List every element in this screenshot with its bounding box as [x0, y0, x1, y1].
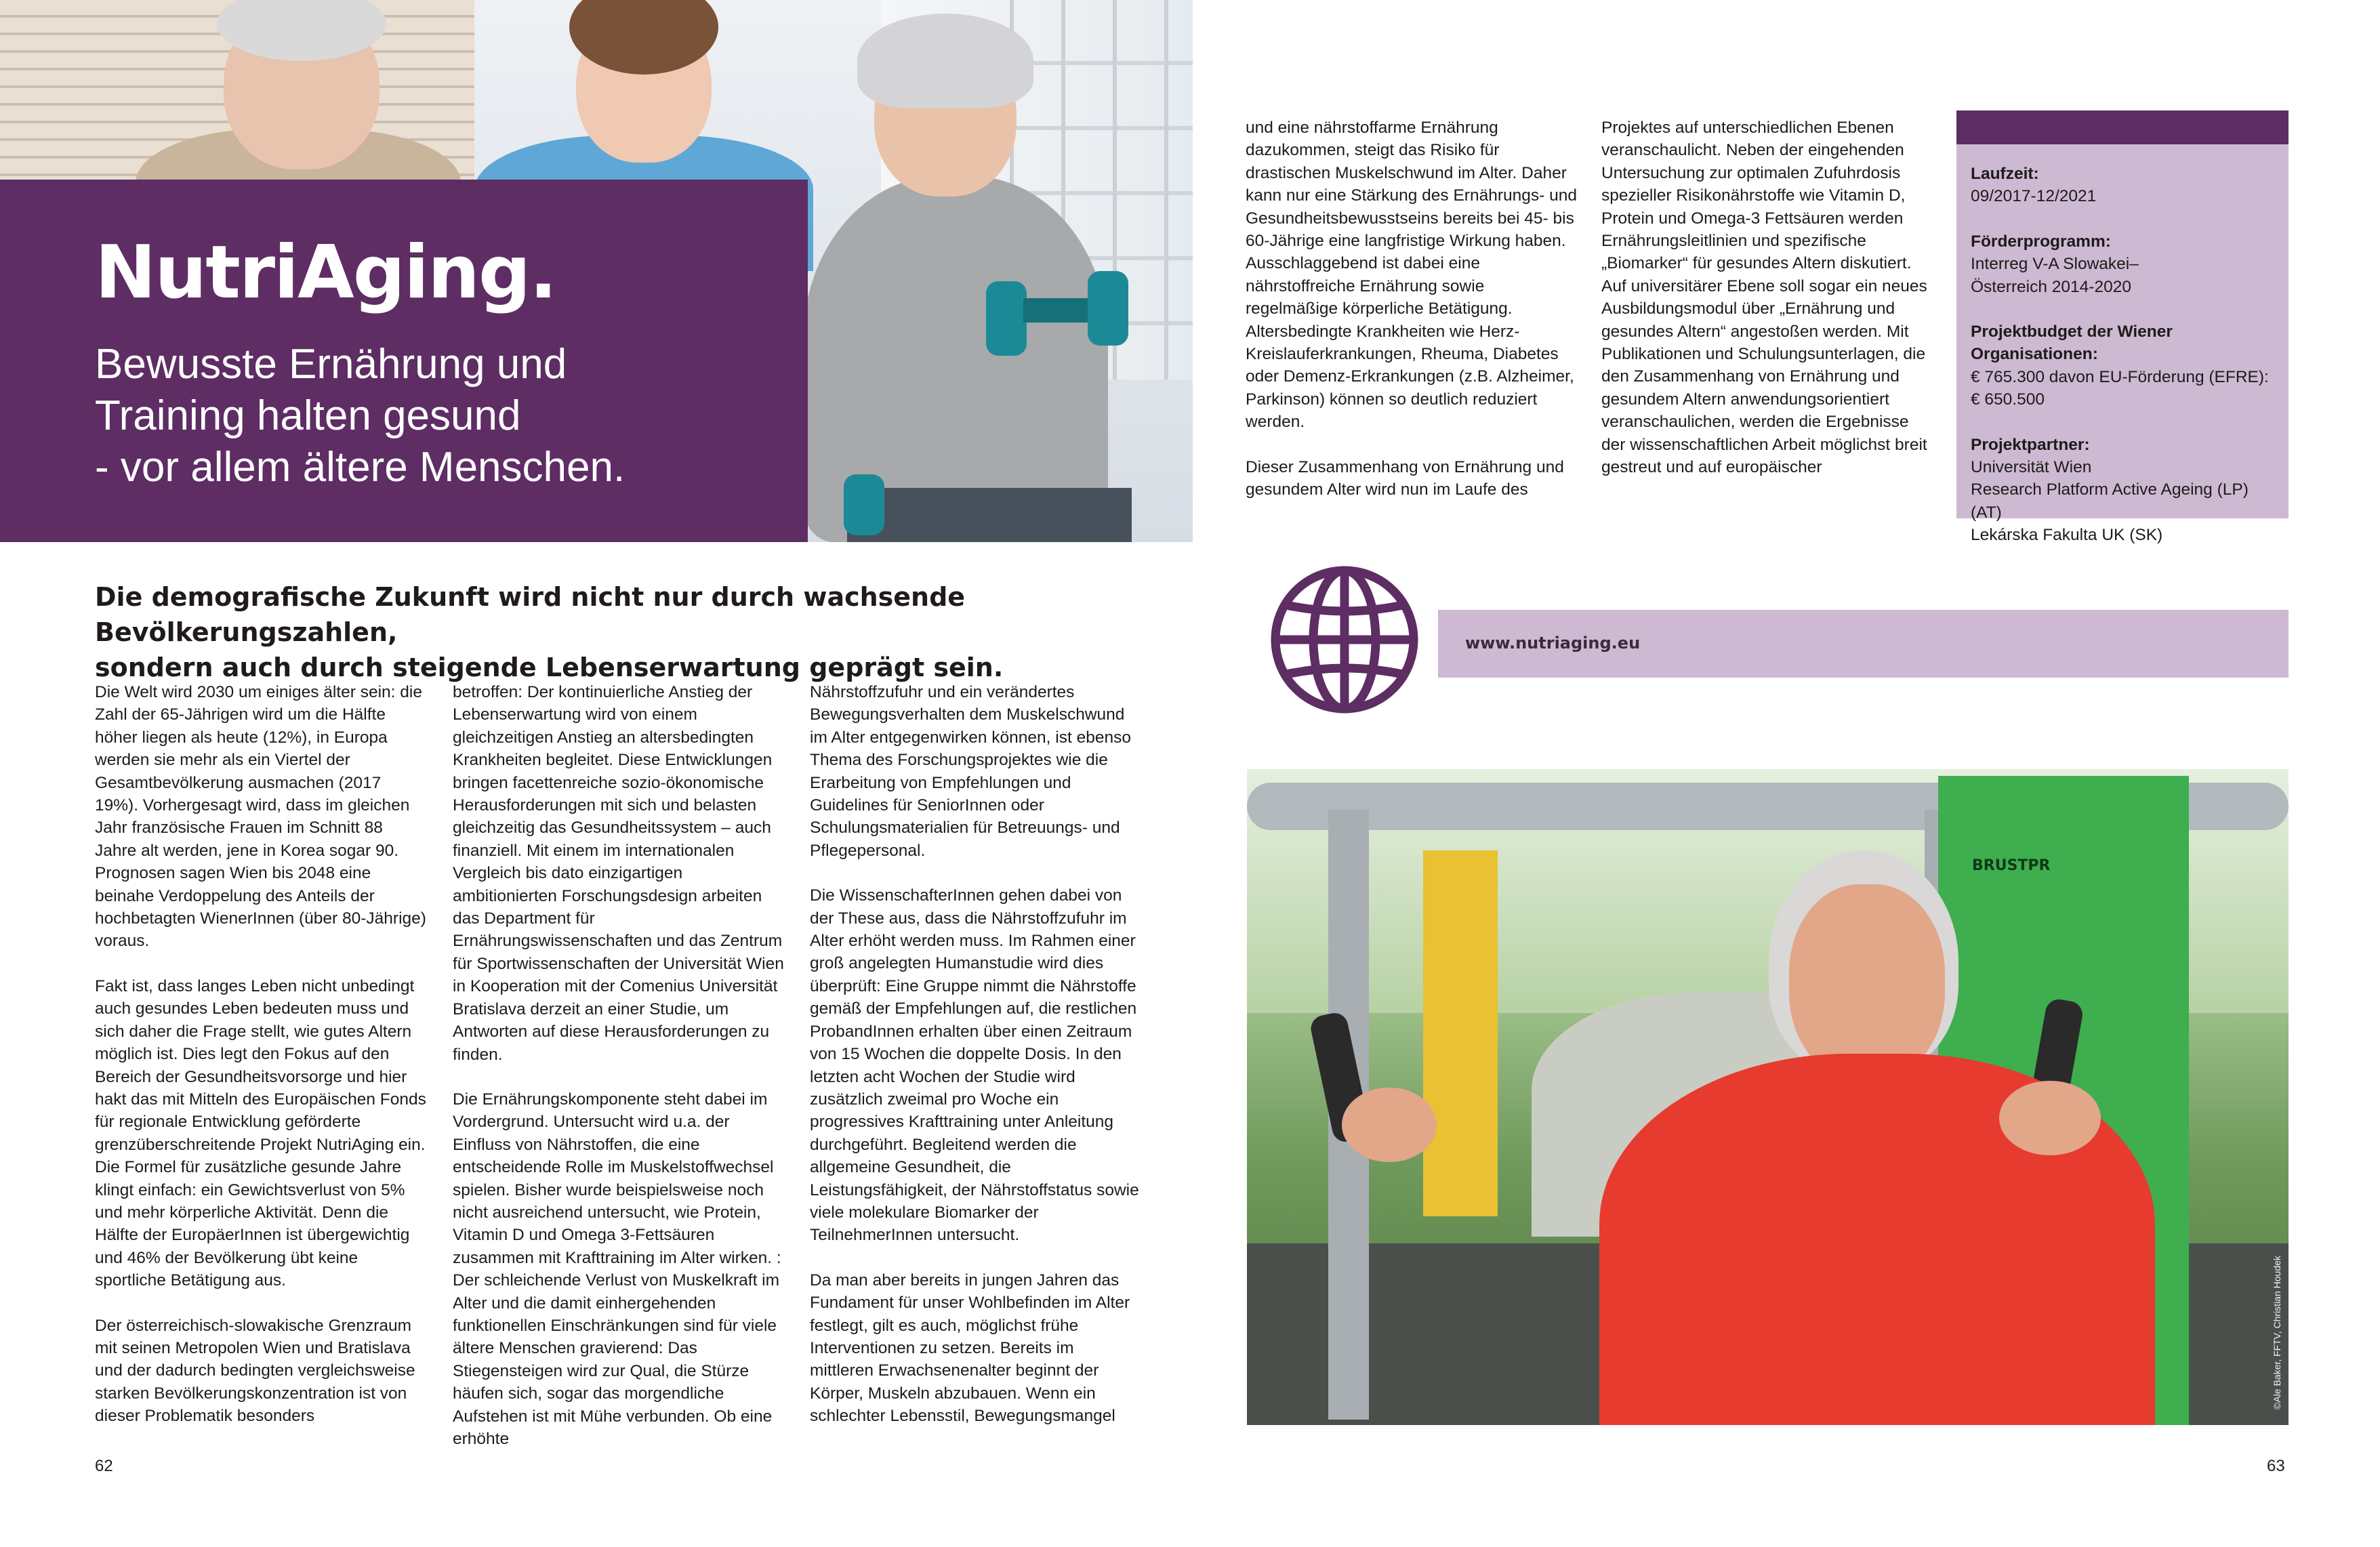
machine-yellow-panel [1423, 850, 1498, 1216]
page-subtitle [95, 339, 793, 493]
info-box-content [1971, 163, 2282, 569]
info-foerderprogramm [1971, 230, 2282, 298]
dumbbell-icon [986, 281, 1027, 356]
paragraph: Nährstoffzufuhr und ein verändertes Bewegungsverhalten dem Muskelschwund im Alter entgegenwirken können, ist ebenso Thema des Forschungsprojektes wie die Erarbeitung von Empfehlungen und Guidelines für SeniorInnen oder Schulungsmaterialien für Betreuungs- und Pflegepersonal. [810, 683, 1131, 860]
info-label: Laufzeit: [1971, 165, 2039, 183]
info-laufzeit [1971, 163, 2282, 208]
paragraph: Fakt ist, dass langes Leben nicht unbedingt auch gesundes Leben bedeuten muss und sich daher die Frage stellt, wie gutes Altern möglich ist. Dies legt den Fokus auf den Bereich der Gesundheitsvorsorge und hier hakt das mit Mitteln des Europäischen Fonds für regionale Entwicklung geförderte grenzüberschreitende Projekt NutriAging ein. Die Formel für zusätzliche gesunde Jahre klingt einfach: ein Gewichtsverlust von 5% und mehr körperliche Aktivität. Denn die Hälfte der EuropäerInnen ist übergewichtig und 46% der Bevölkerung übt keine sportliche Betätigung aus. [95, 976, 426, 1290]
subtitle-line: - vor allem ältere Menschen. [95, 444, 625, 491]
paragraph: betroffen: Der kontinuierliche Anstieg der Lebenserwartung wird von einem gleichzeitigen Anstieg an altersbedingten Krankheiten begleitet. Diese Entwicklungen bringen facettenreiche sozio-ökonomische Herausforderungen mit sich und belasten gleichzeitig das Gesundheitssystem – auch finanziell. Mit einem im internationalen Vergleich bis dato einzigartigen ambitionierten Forschungsdesign arbeiten das Department für Ernährungswissenschaften und das Zentrum für Sportwissenschaften der Universität Wien in Kooperation mit der Comenius Universität Bratislava derzeit an einer Studie, um Antworten auf diese Herausforderungen zu finden. [453, 683, 784, 1064]
woman-face [1789, 884, 1945, 1081]
paragraph: Die Ernährungskomponente steht dabei im Vordergrund. Untersucht wird u.a. der Einfluss von Nährstoffen, die eine entscheidende Rolle im Muskelstoffwechsel spielen. Bisher wurde beispielsweise noch nicht ausreichend untersucht, wie Protein, Vitamin D und Omega 3-Fettsäuren zusammen mit Krafttraining im Alter wirken. : Der schleichende Verlust von Muskelkraft im Alter und die damit einhergehenden funktionellen Einschränkungen sind für viele ältere Menschen gravierend: Das Stiegensteigen wird zur Qual, die Stürze häufen sich, sogar das morgendliche Aufstehen ist mit Mühe verbunden. Ob eine erhöhte [453, 1090, 781, 1448]
woman-hand-left [1342, 1088, 1437, 1162]
paragraph: Die Welt wird 2030 um einiges älter sein: die Zahl der 65-Jährigen wird um die Hälfte höher liegen als heute (12%), in Europa werden sie mehr als ein Viertel der Gesamtbevölkerung ausmachen (2017 19%). Vorhergesagt wird, dass im gleichen Jahr französische Frauen im Schnitt 88 Jahre alt werden, jene in Korea sogar 90. Prognosen sagen Wien bis 2048 eine beinahe Verdoppelung des Anteils der hochbetagten WienerInnen (über 80-Jährige) voraus. [95, 683, 426, 951]
info-box-header-bar [1956, 110, 2289, 144]
subtitle-line: Bewusste Ernährung und [95, 341, 567, 388]
paragraph: Die WissenschafterInnen gehen dabei von der These aus, dass die Nährstoffzufuhr im Alter erhöht werden muss. Im Rahmen einer groß angelegten Humanstudie wird dies überprüft: Eine Gruppe nimmt die Nährstoffe gemäß der Empfehlungen auf, die restlichen ProbandInnen erhalten über einen Zeitraum von 15 Wochen die doppelte Dosis. In den letzten acht Wochen der Studie wird zusätzlich zweimal pro Woche ein progressives Krafttraining unter Anleitung durchgeführt. Begleitend werden die allgemeine Gesundheit, die Leistungsfähigkeit, der Nährstoffstatus sowie viele molekulare Biomarker der TeilnehmerInnen untersucht. [810, 886, 1139, 1245]
paragraph: Da man aber bereits in jungen Jahren das Fundament für unser Wohlbefinden im Alter festlegt, gilt es auch, möglichst frühe Interventionen zu setzen. Bereits im mittleren Erwachsenenalter beginnt der Körper, Muskeln abzubauen. Wenn ein schlechter Lebensstil, Bewegungsmangel [810, 1271, 1130, 1426]
website-link[interactable]: www.nutriaging.eu [1465, 634, 1641, 653]
paragraph: Projektes auf unterschiedlichen Ebenen veranschaulicht. Neben der eingehenden Untersuchung zur optimalen Zufuhrdosis spezieller Risikonährstoffe wie Vitamin D, Protein und Omega-3 Fettsäuren werden Ernährungsleitlinien und spezifische „Biomarker“ für gesundes Altern diskutiert. Auf universitärer Ebene soll sogar ein neues Ausbildungsmodul über „Ernährung und gesundes Altern“ angestoßen werden. Mit Publikationen und Schulungsunterlagen, die den Zusammenhang von Ernährung und gesundem Altern anwendungsorientiert veranschaulichen, werden die Ergebnisse der wissenschaftlichen Arbeit möglichst breit gestreut und auf europäischer [1601, 119, 1927, 477]
outdoor-fitness-photo [1247, 769, 2289, 1425]
page-number: 63 [2267, 1457, 2285, 1475]
info-budget [1971, 321, 2282, 411]
info-value: Universität Wien [1971, 458, 2092, 477]
text-column-3 [810, 681, 1142, 1450]
text-column-4 [1246, 117, 1578, 524]
info-value: 09/2017-12/2021 [1971, 187, 2097, 206]
info-value: Interreg V-A Slowakei– [1971, 255, 2139, 274]
lead-paragraph [95, 579, 1166, 685]
dumbbell-icon [844, 474, 884, 535]
subtitle-line: Training halten gesund [95, 392, 521, 439]
paragraph: Dieser Zusammenhang von Ernährung und gesundem Alter wird nun im Laufe des [1246, 457, 1564, 499]
lead-line: Die demografische Zukunft wird nicht nur durch wachsende Bevölkerungszahlen, [95, 582, 966, 647]
text-column-5 [1601, 117, 1933, 501]
page-number: 62 [95, 1457, 113, 1475]
page-title: NutriAging. [95, 230, 556, 315]
woman-hand-right [1999, 1081, 2101, 1155]
sign-label: BRUSTPR [1972, 857, 2051, 874]
info-partner [1971, 434, 2282, 547]
lead-line: sondern auch durch steigende Lebenserwartung geprägt sein. [95, 653, 1004, 682]
paragraph: Der österreichisch-slowakische Grenzraum mit seinen Metropolen Wien und Bratislava und der dadurch bedingten vergleichsweise starken Bevölkerungskonzentration ist von dieser Problematik besonders [95, 1316, 415, 1426]
woman-pants [847, 488, 1132, 542]
text-column-2 [453, 681, 785, 1472]
info-value: € 765.300 davon EU-Förderung (EFRE): [1971, 367, 2269, 386]
paragraph: und eine nährstoffarme Ernährung dazukommen, steigt das Risiko für drastischen Muskelschwund im Alter. Daher kann nur eine Stärkung des Ernährungs- und Gesundheitsbewusstseins bereits bei 45- bis 60-Jährige eine langfristige Wirkung haben. Ausschlaggebend ist dabei eine nährstoffreiche Ernährung sowie regelmäßige körperliche Betätigung. Altersbedingte Krankheiten wie Herz-Kreislauferkrankungen, Rheuma, Diabetes oder Demenz-Erkrankungen (z.B. Alzheimer, Parkinson) können so deutlich reduziert werden. [1246, 119, 1577, 432]
woman-hair [857, 14, 1033, 108]
info-value: Österreich 2014-2020 [1971, 277, 2131, 296]
info-value: Research Platform Active Ageing (LP) (AT) [1971, 480, 2249, 522]
info-label: Projektpartner: [1971, 435, 2090, 454]
photo-credit: ©Ale Baker, FFTV, Christian Houdek [2272, 1256, 2282, 1409]
dumbbell-grip [1023, 298, 1094, 323]
info-value: € 650.500 [1971, 390, 2045, 409]
text-column-1 [95, 681, 427, 1450]
dumbbell-icon [1088, 271, 1128, 346]
info-label: Projektbudget der Wiener Organisationen: [1971, 323, 2173, 364]
info-value: Lekárska Fakulta UK (SK) [1971, 526, 2163, 545]
info-label: Förderprogramm: [1971, 232, 2111, 251]
globe-icon [1269, 564, 1420, 715]
